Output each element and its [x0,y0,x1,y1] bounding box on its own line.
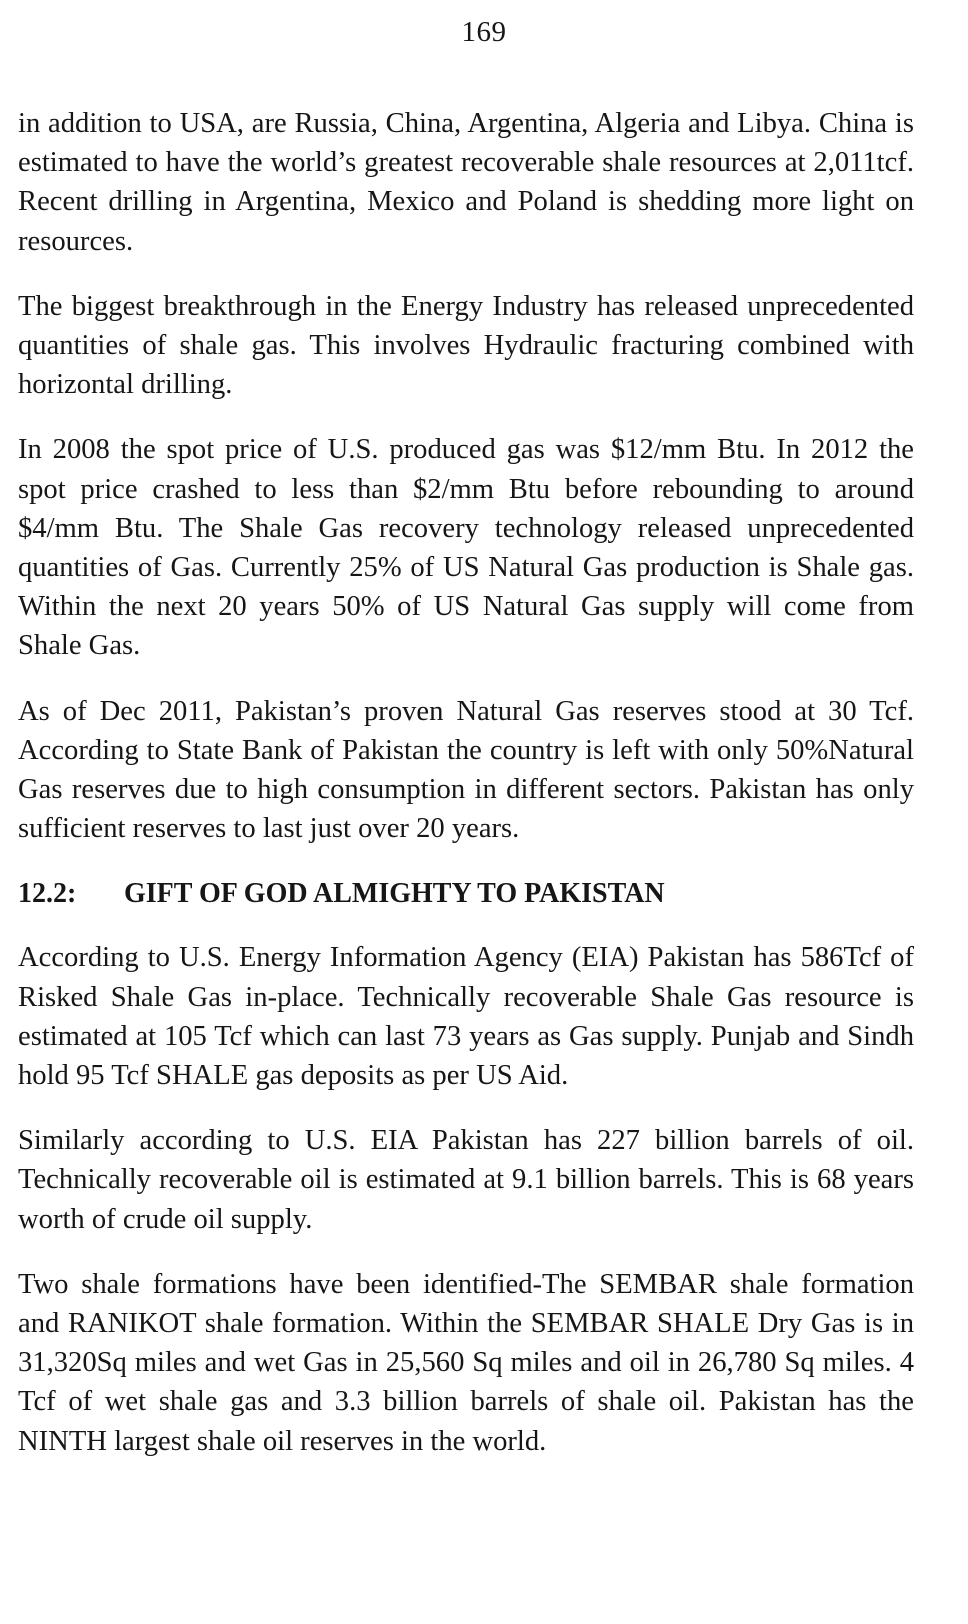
page-body [18,104,914,1487]
section-number: 12.2: [18,878,77,910]
paragraph-spot-price: In 2008 the spot price of U.S. produced gas was $12/mm Btu. In 2012 the spot price crashed to less than $2/mm Btu before rebounding to around $4/mm Btu. The Shale Gas recovery technology released unprecedented quantities of Gas. Currently 25% of US Natural Gas production is Shale gas. Within the next 20 years 50% of US Natural Gas supply will come from Shale Gas. [18,434,914,662]
paragraph-eia-oil: Similarly according to U.S. EIA Pakistan has 227 billion barrels of oil. Technically recoverable oil is estimated at 9.1 billion barrels. This is 68 years worth of crude oil supply. [18,1125,914,1235]
section-title: GIFT OF GOD ALMIGHTY TO PAKISTAN [124,878,665,910]
paragraph-pakistan-reserves: As of Dec 2011, Pakistan’s proven Natural Gas reserves stood at 30 Tcf. According to State Bank of Pakistan the country is left with only 50%Natural Gas reserves due to high consumption in different sectors. Pakistan has only sufficient reserves to last just over 20 years. [18,695,914,845]
paragraph-shale-formations: Two shale formations have been identified-The SEMBAR shale formation and RANIKOT shale formation. Within the SEMBAR SHALE Dry Gas is in 31,320Sq miles and wet Gas in 25,560 Sq miles and oil in 26,780 Sq miles. 4 Tcf of wet shale gas and 3.3 billion barrels of shale oil. Pakistan has the NINTH largest shale oil reserves in the world. [18,1268,914,1457]
page-number: 169 [461,16,507,48]
paragraph-eia-shale-gas: According to U.S. Energy Information Agency (EIA) Pakistan has 586Tcf of Risked Shale Gas in-place. Technically recoverable Shale Gas resource is estimated at 105 Tcf which can last 73 years as Gas supply. Punjab and Sindh hold 95 Tcf SHALE gas deposits as per US Aid. [18,942,914,1092]
section-heading [18,874,914,914]
paragraph-shale-countries: in addition to USA, are Russia, China, Argentina, Algeria and Libya. China is estimated to have the world’s greatest recoverable shale resources at 2,011tcf. Recent drilling in Argentina, Mexico and Poland is shedding more light on resources. [18,108,914,257]
paragraph-breakthrough: The biggest breakthrough in the Energy Industry has released unprecedented quantities of shale gas. This involves Hydraulic fracturing combined with horizontal drilling. [18,290,914,401]
